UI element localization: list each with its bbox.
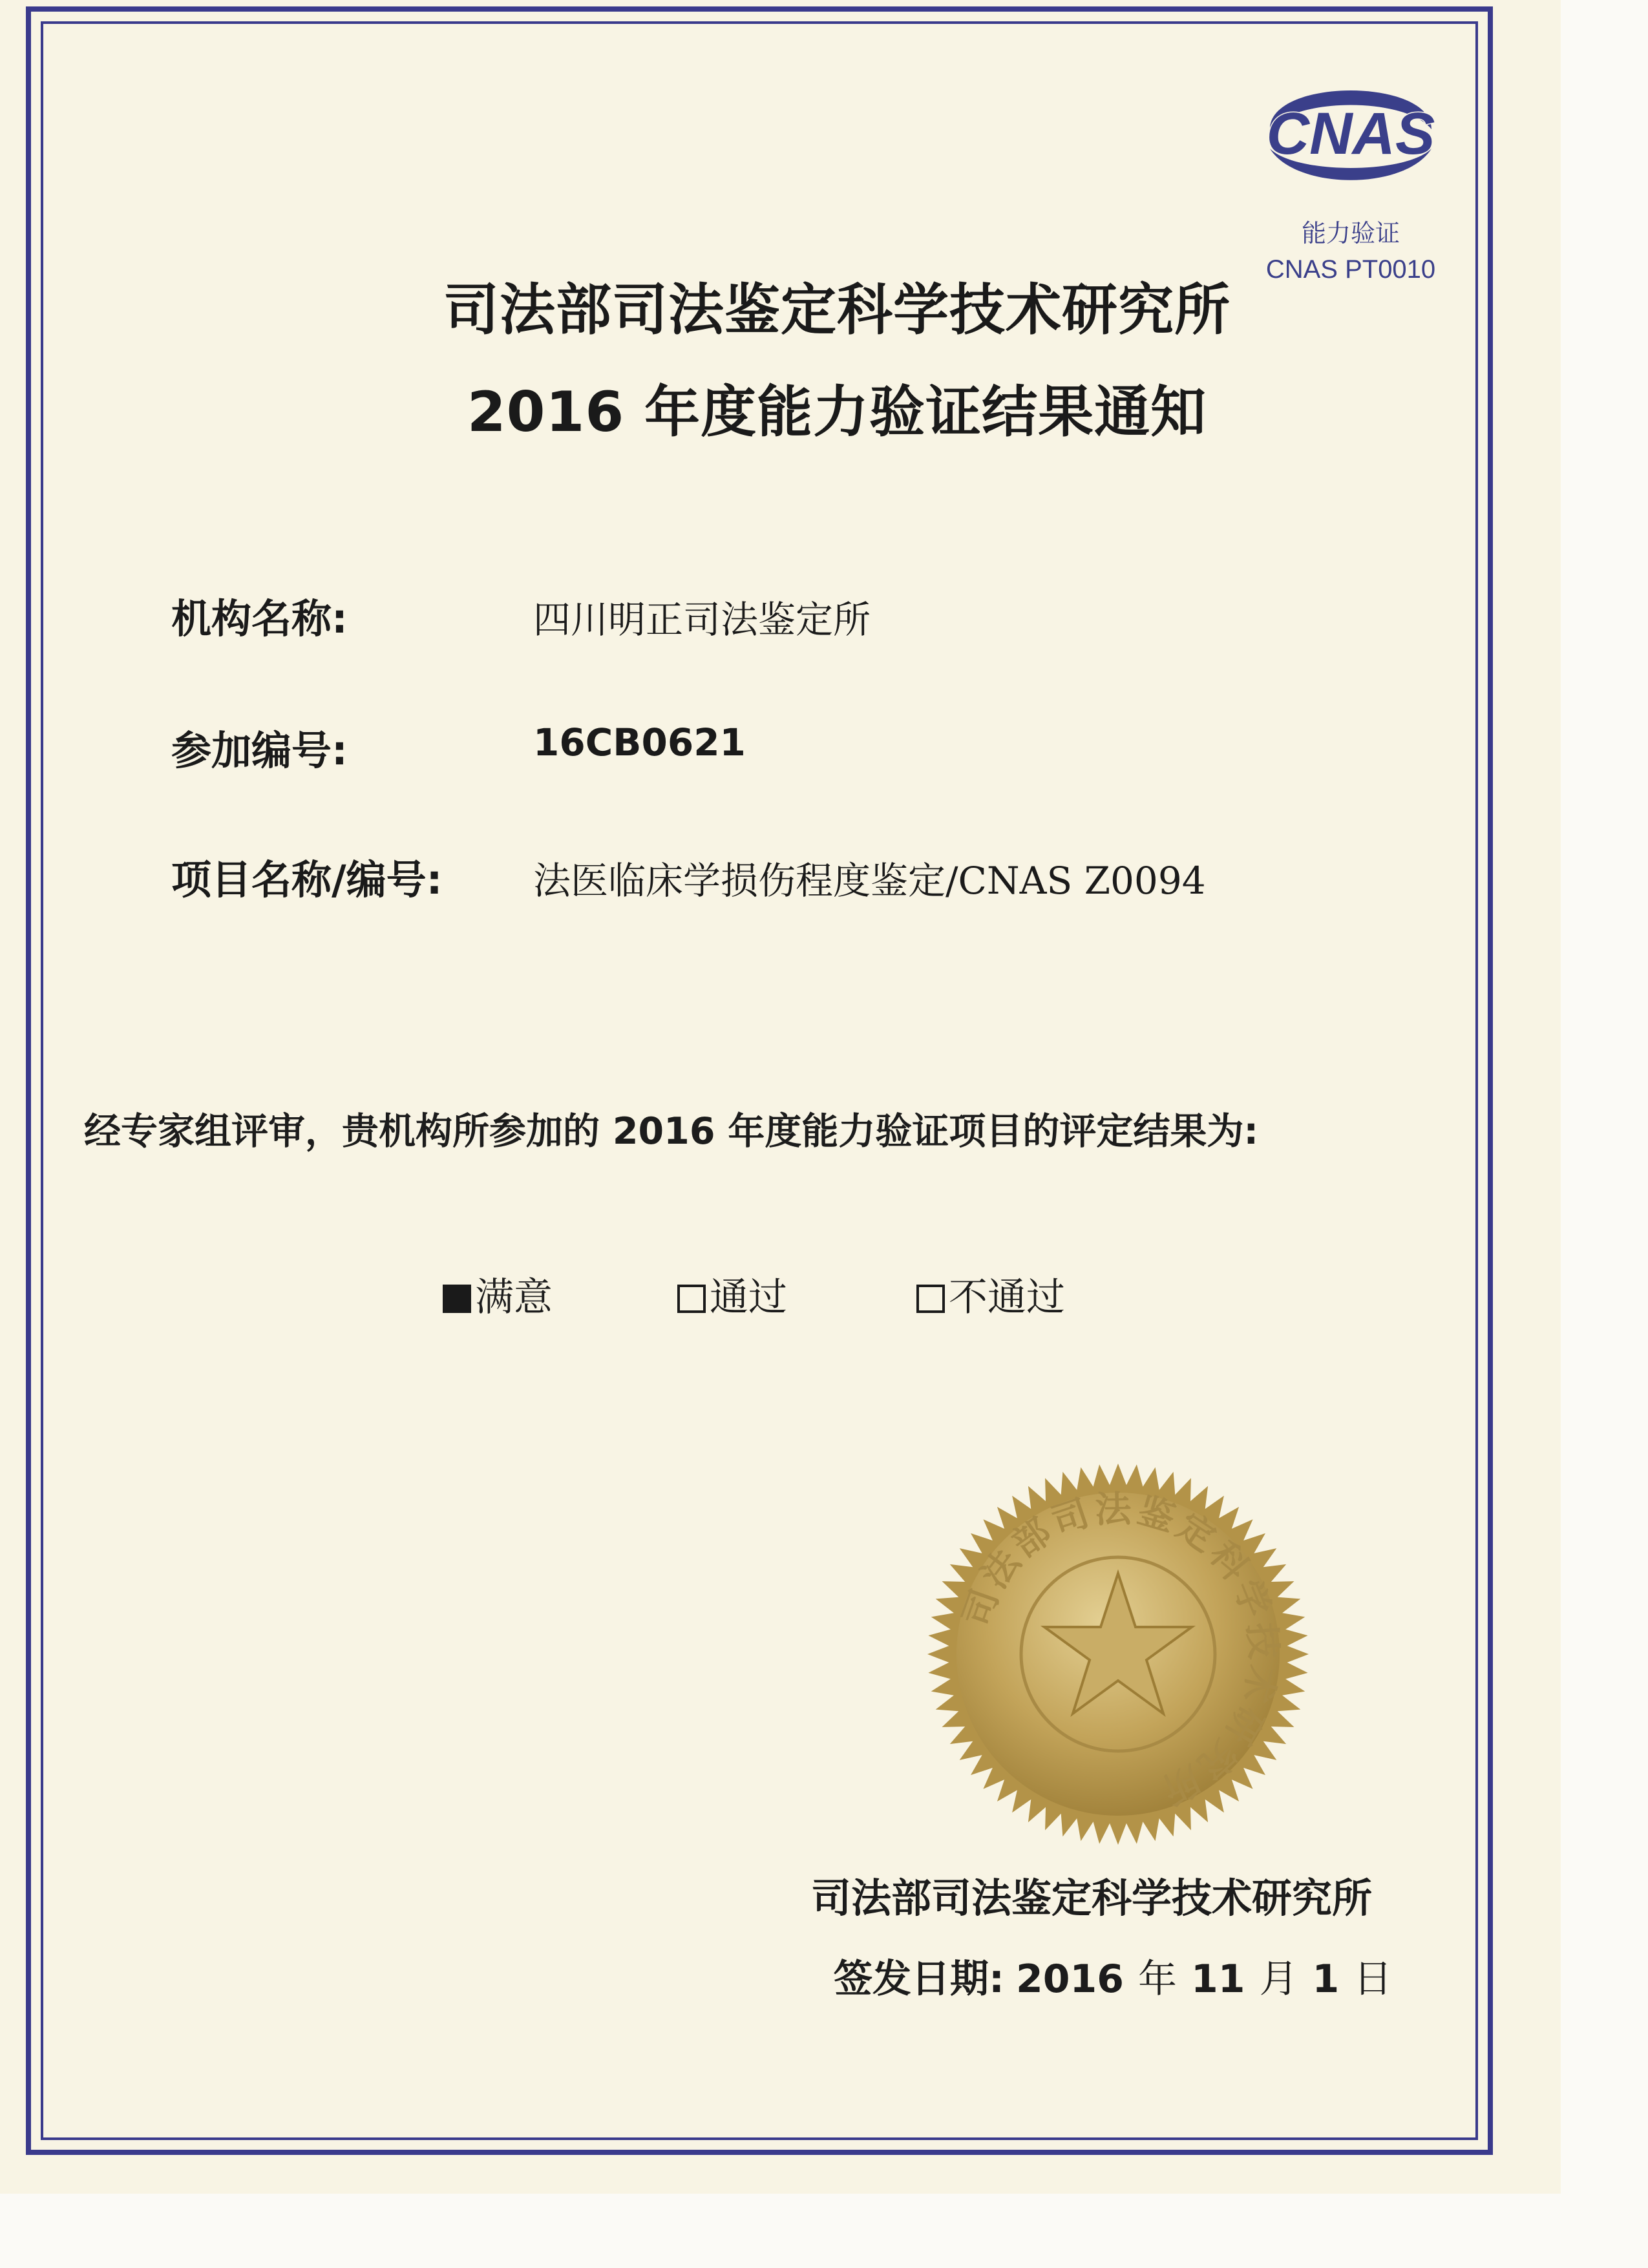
cnas-wordmark: CNAS — [1266, 101, 1435, 167]
org-name-label: 机构名称: — [171, 595, 348, 642]
cnas-program-code: CNAS PT0010 — [1265, 255, 1436, 284]
project-label: 项目名称/编号: — [171, 856, 443, 903]
seal-ring-text: 司法部司法鉴定科学技术研究所 — [955, 1488, 1285, 1812]
participant-number-value: 16CB0621 — [533, 720, 746, 764]
year-unit: 年 — [1138, 1957, 1177, 2002]
issue-date — [834, 1948, 1406, 2004]
org-name-value: 四川明正司法鉴定所 — [533, 598, 871, 642]
result-option-satisfactory — [443, 1266, 553, 1322]
result-label-satisfactory: 满意 — [475, 1275, 553, 1320]
project-value: 法医临床学损伤程度鉴定/CNAS Z0094 — [533, 859, 1206, 903]
cnas-logo-subtitle: 能力验证 — [1301, 219, 1400, 247]
result-option-fail — [916, 1266, 1065, 1322]
checkbox-unchecked-icon — [677, 1285, 706, 1313]
page-title-line2: 2016 年度能力验证结果通知 — [467, 380, 1207, 445]
result-option-pass — [677, 1266, 787, 1322]
result-label-fail: 不通过 — [949, 1275, 1065, 1320]
cnas-emblem — [1267, 90, 1435, 180]
issuer-name: 司法部司法鉴定科学技术研究所 — [811, 1874, 1373, 1922]
participant-number-label: 参加编号: — [171, 727, 348, 774]
issue-day: 1 — [1312, 1957, 1340, 2002]
gold-seal-emblem — [924, 1460, 1312, 1848]
checkbox-unchecked-icon — [916, 1285, 945, 1313]
day-unit: 日 — [1353, 1957, 1393, 2002]
issue-date-label: 签发日期: — [834, 1957, 1004, 2002]
issue-year: 2016 — [1016, 1957, 1124, 2002]
checkbox-checked-icon — [443, 1285, 471, 1313]
page-title-line1: 司法部司法鉴定科学技术研究所 — [443, 278, 1231, 342]
month-unit: 月 — [1259, 1957, 1298, 2002]
cnas-logo — [1244, 52, 1457, 207]
result-label-pass: 通过 — [710, 1275, 787, 1320]
issue-month: 11 — [1191, 1957, 1245, 2002]
evaluation-statement: 经专家组评审，贵机构所参加的 2016 年度能力验证项目的评定结果为: — [84, 1110, 1259, 1153]
